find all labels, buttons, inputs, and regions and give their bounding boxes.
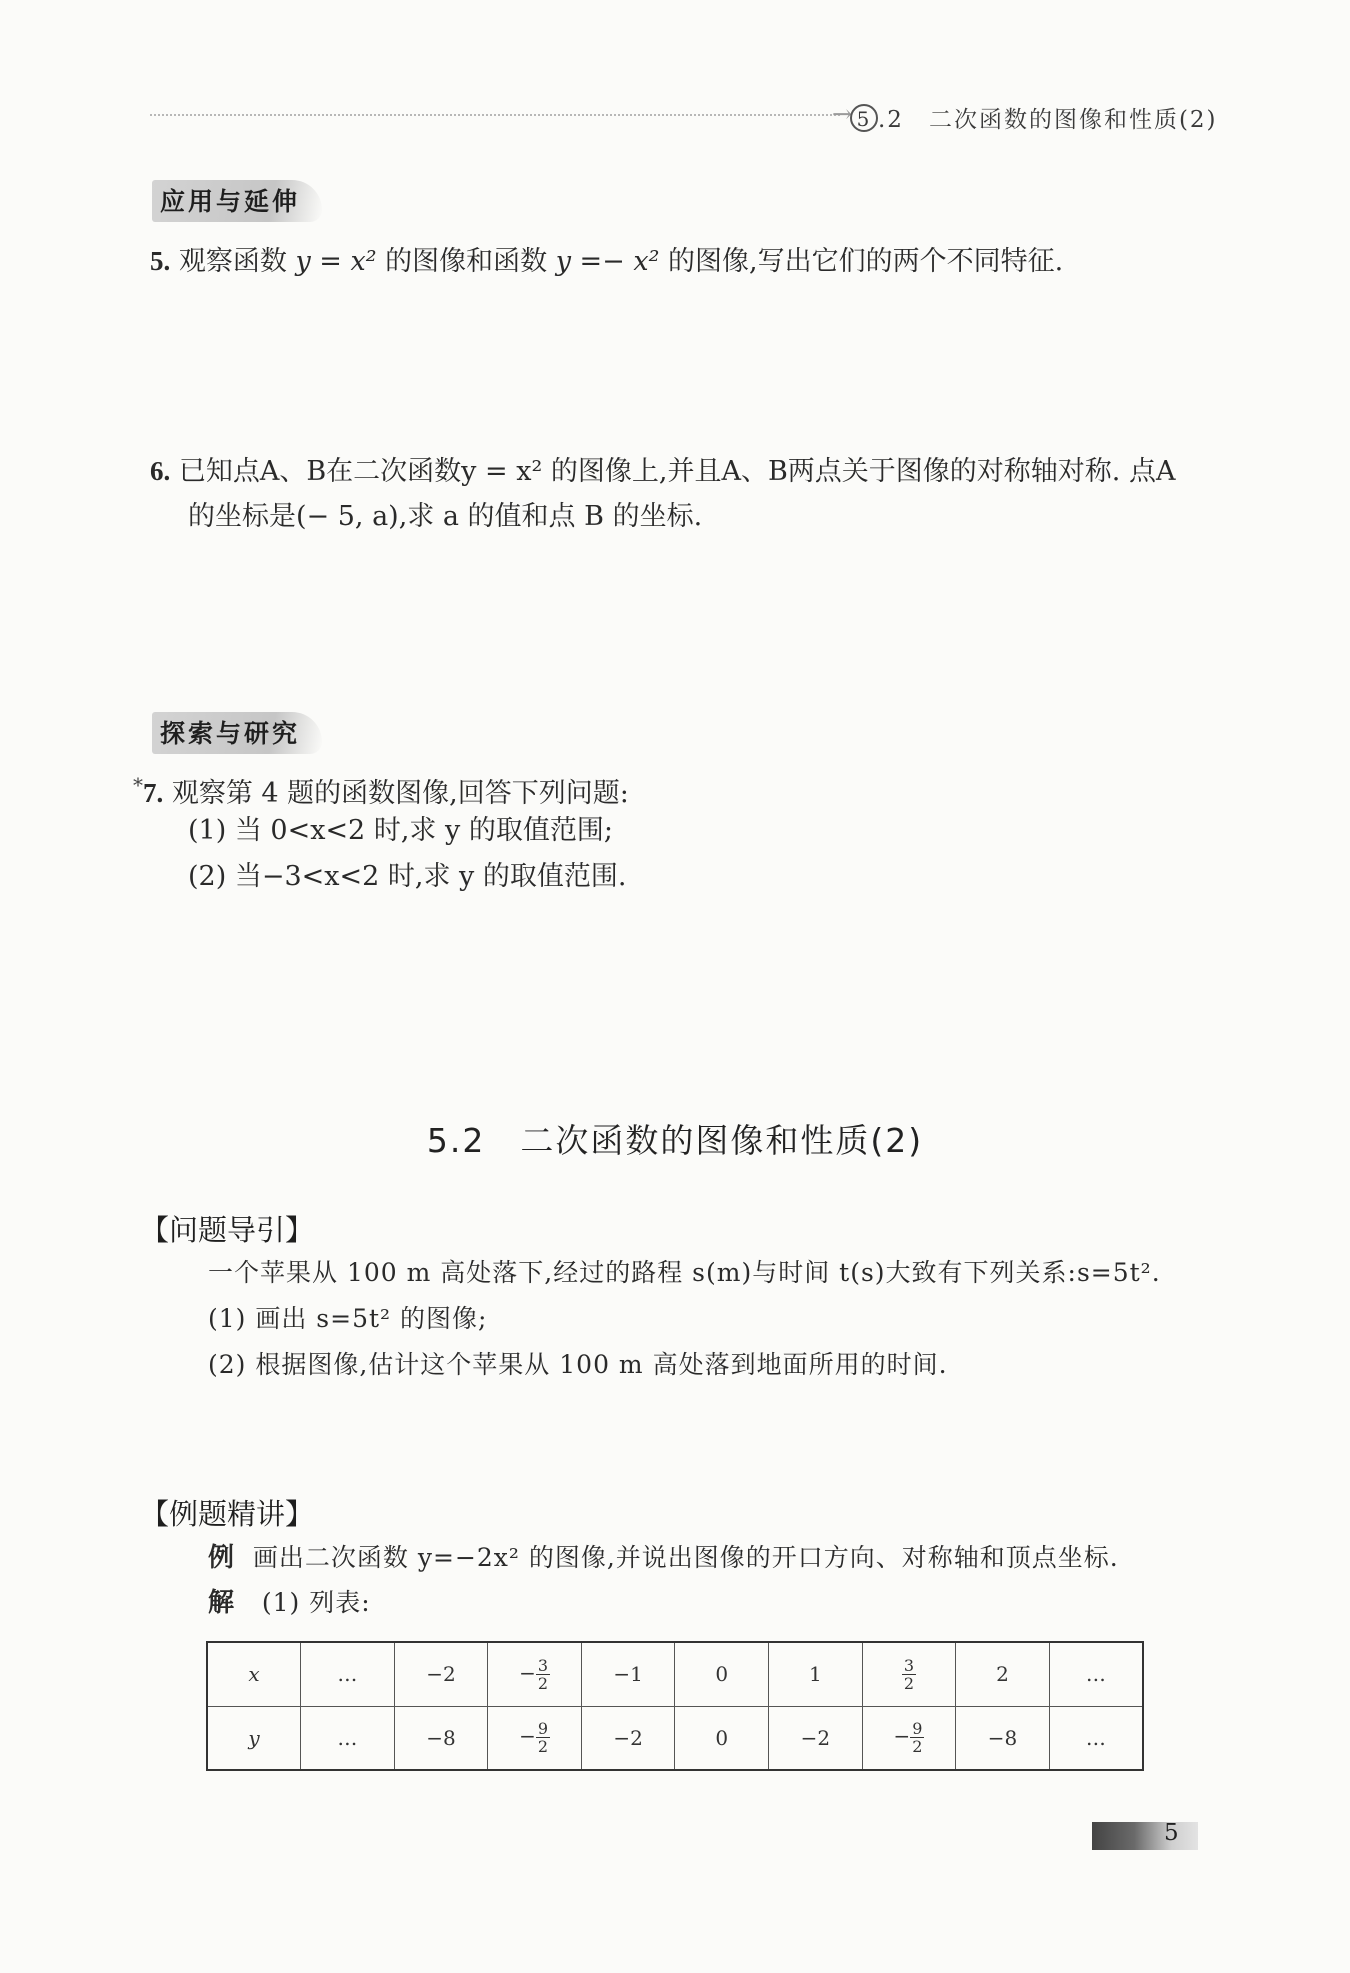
problem-7-part1: (1) 当 0<x<2 时,求 y 的取值范围; [188,815,613,846]
page-number-bar [1092,1822,1198,1850]
chapter-number: 5 [850,104,878,132]
table-header-x: x [207,1642,301,1706]
table-cell: −2 [581,1706,675,1770]
table-cell-fraction: − $\frac{9}{2}$ [488,1706,582,1770]
problem-6-number: 6. [150,456,171,486]
table-cell: … [1049,1706,1143,1770]
problem-7-line1: 观察第 4 题的函数图像,回答下列问题: [171,778,629,809]
section-apply-tag: 应用与延伸 [152,180,322,222]
table-cell: … [301,1642,395,1706]
running-header-text: .2 二次函数的图像和性质(2) [878,107,1218,133]
example-line [208,1535,1119,1581]
table-row-x [207,1642,1143,1706]
table-cell-fraction: $\frac{3}{2}$ [862,1642,956,1706]
guide-line2: (1) 画出 s=5t² 的图像; [208,1304,488,1333]
table-cell: 0 [675,1642,769,1706]
table-cell: −2 [394,1642,488,1706]
guide-line3: (2) 根据图像,估计这个苹果从 100 m 高处落到地面所用的时间. [208,1350,948,1379]
table-cell-fraction: − $\frac{9}{2}$ [862,1706,956,1770]
guide-heading: 【问题导引】 [140,1213,315,1247]
solution-label: 解 [208,1588,236,1618]
problem-6 [150,448,1175,495]
problem-7-number: 7. [143,778,164,808]
example-text: 画出二次函数 y=−2x² 的图像,并说出图像的开口方向、对称轴和顶点坐标. [252,1543,1119,1572]
solution-text: (1) 列表: [261,1588,371,1617]
header-rule [150,114,840,116]
table-cell: 0 [675,1706,769,1770]
table-cell: −8 [956,1706,1050,1770]
problem-6-line2: 的坐标是(− 5, a),求 a 的值和点 B 的坐标. [188,501,703,532]
page-number: 5 [1164,1820,1179,1846]
formula-y-x2: y = x² [295,246,377,277]
optional-star: * [133,773,143,797]
problem-5: 5. 观察函数 y = x² 的图像和函数 y =− x² 的图像,写出它们的两个不同特征. [150,246,1064,277]
header-arrow-icon: → [832,100,853,128]
example-label: 例 [208,1543,236,1573]
problem-5-number: 5. [150,246,171,276]
table-cell-fraction: − $\frac{3}{2}$ [488,1642,582,1706]
value-table [206,1641,1144,1771]
problem-6-line1: 已知点A、B在二次函数y = x² 的图像上,并且A、B两点关于图像的对称轴对称. 点A [178,456,1176,487]
problem-7-part2: (2) 当−3<x<2 时,求 y 的取值范围. [188,861,627,892]
table-cell: −1 [581,1642,675,1706]
section-title: 5.2 二次函数的图像和性质(2) [426,1121,924,1160]
solution-line [208,1580,371,1626]
formula-y-neg-x2: y =− x² [555,246,660,277]
table-cell: 1 [769,1642,863,1706]
table-cell: … [301,1706,395,1770]
table-cell: −8 [394,1706,488,1770]
table-cell: −2 [769,1706,863,1770]
section-explore-tag: 探索与研究 [152,712,322,754]
table-cell: 2 [956,1642,1050,1706]
guide-line1: 一个苹果从 100 m 高处落下,经过的路程 s(m)与时间 t(s)大致有下列关系:s=5t². [208,1258,1161,1287]
table-row-y [207,1706,1143,1770]
example-heading: 【例题精讲】 [140,1497,315,1531]
table-header-y: y [207,1706,301,1770]
table-cell: … [1049,1642,1143,1706]
running-header [850,101,1218,134]
